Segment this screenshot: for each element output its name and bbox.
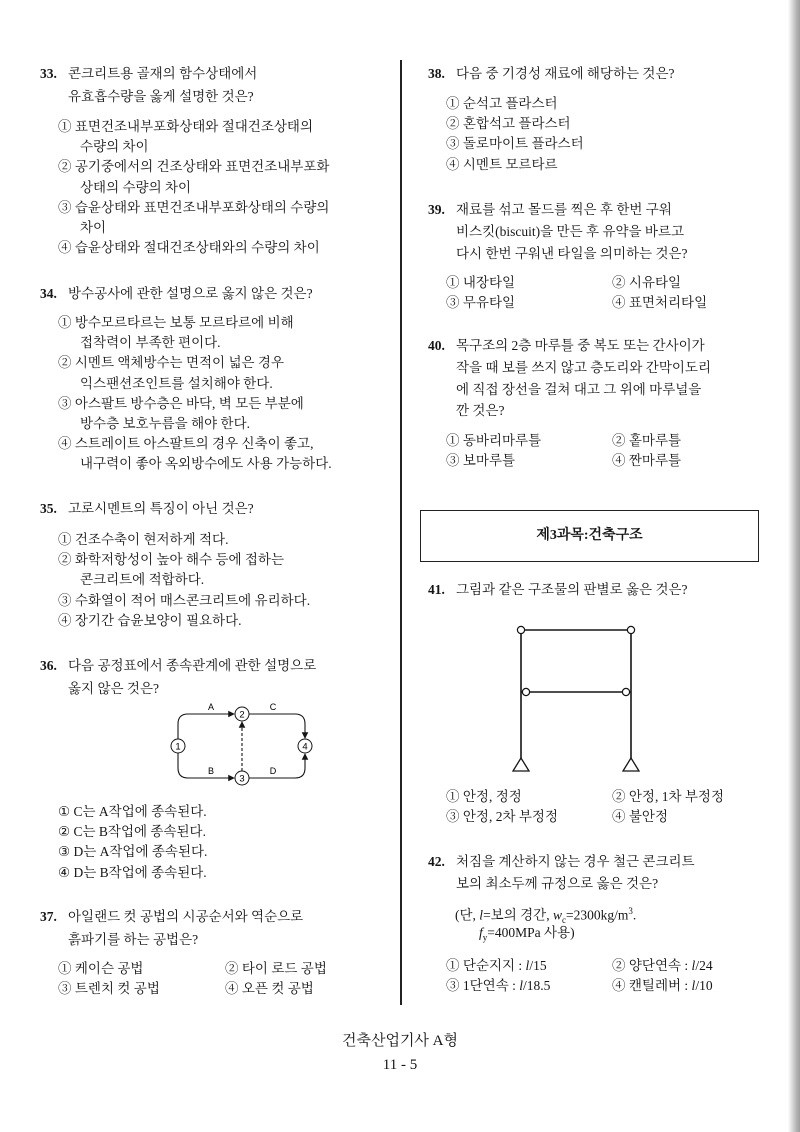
option-line: ① 표면건조내부포화상태와 절대건조상태의	[58, 119, 313, 134]
option-line: ① 안정, 정정	[446, 789, 522, 804]
question-number: 37.	[40, 908, 57, 924]
option-continuation: 내구력이 좋아 옥외방수에도 사용 가능하다.	[80, 456, 332, 472]
superscript: 3	[628, 906, 633, 916]
question-stem-line: 에 직접 장선을 걸쳐 대고 그 위에 마루널을	[456, 381, 702, 397]
option-line: ① 순석고 플라스터	[446, 96, 558, 111]
question-stem-line: 그림과 같은 구조물의 판별로 옳은 것은?	[456, 582, 688, 597]
option-line: ② 양단연속 : l/24	[612, 958, 713, 973]
option-line: ① 방수모르타르는 보통 모르타르에 비해	[58, 315, 294, 330]
option-list	[58, 802, 207, 883]
option-line: ③ D는 A작업에 종속된다.	[58, 844, 208, 860]
section-title: 제3과목:건축구조	[536, 528, 643, 543]
question-number: 38.	[428, 65, 445, 81]
option-list	[40, 117, 329, 258]
option-line: ① 건조수축이 현저하게 적다.	[58, 532, 229, 547]
pin-support-icon	[623, 758, 639, 771]
option-continuation: 수량의 차이	[80, 139, 149, 155]
section-header	[420, 510, 759, 562]
activity-label: A	[207, 702, 215, 712]
option-line: ① 단순지지 : l/15	[446, 958, 547, 973]
option-line: ④ 짠마루틀	[612, 452, 682, 468]
question-stem-line: 흙파기를 하는 공법은?	[68, 931, 199, 947]
activity-a-arrow	[178, 714, 234, 739]
option-line: ② C는 B작업에 종속된다.	[58, 824, 206, 840]
option-line: ② 시유타일	[612, 275, 682, 290]
option-line: ③ 보마루틀	[446, 452, 516, 468]
question-34	[40, 282, 332, 475]
option-grid	[58, 959, 378, 999]
question-stem-line: 옳지 않은 것은?	[68, 680, 159, 696]
condition-text: =2300kg/m	[565, 907, 629, 923]
option-line: ② 화학저항성이 높아 해수 등에 접하는	[58, 552, 284, 568]
option-continuation: 익스팬션조인트를 설치해야 한다.	[80, 375, 273, 391]
option-line: ① C는 A작업에 종속된다.	[58, 804, 207, 819]
option-grid	[446, 273, 756, 312]
node-label: 3	[239, 773, 245, 785]
option-continuation: 접착력이 부족한 편이다.	[80, 335, 221, 351]
option-line: ④ 시멘트 모르타르	[446, 156, 558, 172]
question-number: 40.	[428, 338, 445, 353]
question-stem-line: 다시 한번 구워낸 타일을 의미하는 것은?	[456, 246, 688, 261]
footer-title: 건축산업기사 A형	[341, 1033, 458, 1049]
condition-text: .	[632, 907, 637, 923]
option-line: ② 혼합석고 플라스터	[446, 116, 571, 132]
option-line: ③ 트렌치 컷 공법	[58, 981, 160, 997]
option-line: ① 동바리마루틀	[446, 433, 542, 448]
question-37	[40, 905, 303, 951]
subscript: c	[561, 915, 566, 926]
condition-text: (단,	[455, 907, 480, 923]
question-stem-line: 고로시멘트의 특징이 아닌 것은?	[68, 500, 254, 516]
question-number: 33.	[40, 66, 57, 81]
option-list	[40, 530, 310, 631]
scan-edge-shadow	[788, 0, 800, 1132]
option-line: ② 타이 로드 공법	[225, 961, 327, 976]
question-stem-line: 깐 것은?	[456, 403, 505, 419]
option-line: ① 케이슨 공법	[58, 961, 144, 976]
unit-weight-symbol: w	[552, 907, 562, 923]
option-line: ③ 무유타일	[446, 294, 516, 310]
question-stem-line: 보의 최소두께 규정으로 옳은 것은?	[456, 876, 659, 891]
question-stem-line: 유효흡수량을 옳게 설명한 것은?	[68, 89, 254, 104]
question-stem-line: 비스킷(biscuit)을 만든 후 유약을 바르고	[456, 224, 685, 239]
question-38	[428, 62, 674, 175]
question-number: 35.	[40, 500, 57, 516]
activity-b-arrow	[178, 753, 234, 778]
node-label: 2	[239, 709, 245, 721]
option-line: ④ 캔틸레버 : l/10	[612, 978, 713, 994]
activity-label: D	[269, 766, 277, 776]
option-line: ② 공기중에서의 건조상태와 표면건조내부포화	[58, 159, 330, 175]
question-41	[428, 579, 688, 601]
option-continuation: 차이	[80, 219, 107, 235]
option-continuation: 방수층 보호누름을 해야 한다.	[80, 415, 250, 431]
activity-d-arrow	[249, 754, 305, 778]
question-39	[428, 199, 688, 265]
subscript: y	[482, 932, 488, 943]
question-42	[428, 851, 695, 895]
activity-label: B	[207, 766, 215, 776]
question-stem-line: 다음 중 기경성 재료에 해당하는 것은?	[456, 65, 675, 81]
option-line: ④ 불안정	[612, 809, 668, 825]
option-line: ② 시멘트 액체방수는 면적이 넓은 경우	[58, 355, 284, 371]
activity-c-arrow	[249, 714, 305, 738]
node-label: 1	[175, 741, 181, 753]
question-36	[40, 654, 316, 700]
hinge-icon	[517, 626, 524, 633]
option-line: ③ 돌로마이트 플라스터	[446, 136, 584, 152]
question-stem-line: 처짐을 계산하지 않는 경우 철근 콘크리트	[456, 854, 695, 869]
node-label: 4	[302, 741, 308, 753]
option-line: ④ 표면처리타일	[612, 294, 708, 310]
question-33	[40, 62, 329, 258]
option-grid	[446, 431, 756, 470]
question-number: 34.	[40, 285, 57, 301]
span-length-symbol: l	[479, 907, 484, 923]
condition-line	[479, 922, 575, 944]
option-line: ④ 스트레이트 아스팔트의 경우 신축이 좋고,	[58, 436, 314, 452]
question-stem-line: 다음 공정표에서 종속관계에 관한 설명으로	[68, 657, 317, 673]
question-number: 41.	[428, 582, 445, 597]
activity-label: C	[269, 702, 277, 712]
option-line: ① 내장타일	[446, 275, 516, 290]
question-number: 39.	[428, 202, 445, 217]
option-line: ③ 수화열이 적어 매스콘크리트에 유리하다.	[58, 592, 311, 608]
option-line: ④ D는 B작업에 종속된다.	[58, 864, 207, 880]
hinge-icon	[622, 688, 629, 695]
hinge-icon	[627, 626, 634, 633]
pin-support-icon	[513, 758, 529, 771]
page-number: 11 - 5	[382, 1057, 418, 1073]
option-line: ④ 습윤상태와 절대건조상태와의 수량의 차이	[58, 240, 320, 256]
question-stem-line: 작을 때 보를 쓰지 않고 층도리와 간막이도리	[456, 359, 711, 375]
option-grid	[446, 787, 756, 827]
question-stem-line: 목구조의 2층 마루틀 중 복도 또는 간사이가	[456, 338, 705, 353]
question-number: 42.	[428, 854, 445, 869]
option-line: ② 안정, 1차 부정정	[612, 789, 724, 804]
yield-strength-symbol: f	[479, 925, 483, 940]
hinge-icon	[522, 688, 529, 695]
option-list	[40, 313, 332, 475]
option-grid	[446, 956, 756, 996]
option-line: ③ 안정, 2차 부정정	[446, 809, 558, 825]
question-number: 36.	[40, 657, 57, 673]
option-list	[428, 94, 674, 175]
question-stem-line: 재료를 섞고 몰드를 찍은 후 한번 구워	[456, 202, 672, 217]
structural-frame-diagram	[505, 618, 650, 778]
option-line: ③ 아스팔트 방수층은 바닥, 벽 모든 부분에	[58, 395, 304, 411]
question-stem-line: 콘크리트용 골재의 함수상태에서	[68, 66, 258, 81]
precedence-network-diagram	[165, 700, 325, 792]
column-divider	[400, 60, 402, 1005]
option-line: ③ 습윤상태와 표면건조내부포화상태의 수량의	[58, 199, 330, 215]
condition-line	[455, 900, 637, 926]
option-line: ④ 오픈 컷 공법	[225, 981, 314, 997]
question-35	[40, 497, 310, 631]
option-line: ④ 장기간 습윤보양이 필요하다.	[58, 612, 242, 628]
condition-text: =400MPa 사용)	[487, 925, 575, 940]
option-line: ② 홑마루틀	[612, 433, 682, 448]
option-line: ③ 1단연속 : l/18.5	[446, 978, 551, 994]
question-stem-line: 방수공사에 관한 설명으로 옳지 않은 것은?	[68, 285, 313, 301]
question-stem-line: 아일랜드 컷 공법의 시공순서와 역순으로	[68, 908, 304, 924]
option-continuation: 상태의 수량의 차이	[80, 179, 192, 195]
question-40	[428, 335, 711, 422]
condition-text: =보의 경간,	[483, 907, 553, 923]
option-continuation: 콘크리트에 적합하다.	[80, 572, 205, 588]
